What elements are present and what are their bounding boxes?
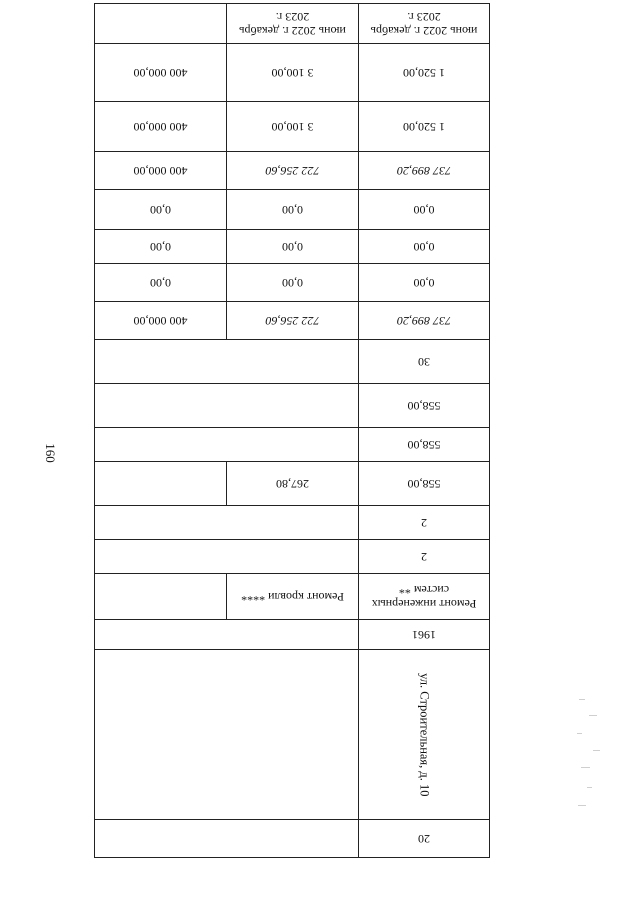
cell-r2-1 — [359, 650, 490, 820]
cell-r15-2: 722 256,60 — [227, 152, 359, 190]
cell-r12-2: 0,00 — [227, 264, 359, 302]
cell-r14-3: 0,00 — [95, 190, 227, 230]
cell-r5-merged — [95, 540, 359, 574]
table-row-r14 — [95, 190, 490, 230]
cell-r2-merged — [95, 650, 359, 820]
cell-r10-merged — [95, 340, 359, 384]
cell-r6-merged — [95, 506, 359, 540]
cell-r14-1: 0,00 — [359, 190, 490, 230]
cell-r17-2: 3 100,00 — [227, 44, 359, 102]
cell-r16-2: 3 100,00 — [227, 102, 359, 152]
cell-r7-2: 267,80 — [227, 462, 359, 506]
cell-r5-1: 2 — [359, 540, 490, 574]
address-text: ул. Строительная, д. 10 — [417, 672, 432, 797]
cell-r3-1: 1961 — [359, 620, 490, 650]
cell-r3-merged — [95, 620, 359, 650]
header-cell-2: июнь 2022 г. декабрь 2023 г. — [227, 4, 359, 44]
cell-r11-3: 400 000,00 — [95, 302, 227, 340]
table-row-r6 — [95, 506, 490, 540]
cell-r10-1: 30 — [359, 340, 490, 384]
cell-r11-1: 737 899,20 — [359, 302, 490, 340]
cell-r13-3: 0,00 — [95, 230, 227, 264]
cell-r7-1: 558,00 — [359, 462, 490, 506]
cell-r16-3: 400 000,00 — [95, 102, 227, 152]
table-row-r17 — [95, 44, 490, 102]
cell-r12-3: 0,00 — [95, 264, 227, 302]
header-cell-3 — [95, 4, 227, 44]
table-row-r4 — [95, 574, 490, 620]
rotated-table-sheet — [94, 10, 490, 858]
table-row-r5 — [95, 540, 490, 574]
table-row-r2 — [95, 650, 490, 820]
cell-r11-2: 722 256,60 — [227, 302, 359, 340]
cell-r1-1: 20 — [359, 820, 490, 858]
cell-r15-1: 737 899,20 — [359, 152, 490, 190]
table-row-r12 — [95, 264, 490, 302]
cell-r9-merged — [95, 384, 359, 428]
table-row-r11 — [95, 302, 490, 340]
table-row-r16 — [95, 102, 490, 152]
cell-r7-3 — [95, 462, 227, 506]
cell-r8-1: 558,00 — [359, 428, 490, 462]
header-cell-1: июнь 2022 г. декабрь 2023 г. — [359, 4, 490, 44]
table-row-r3 — [95, 620, 490, 650]
cell-r1-merged — [95, 820, 359, 858]
table-row-r7 — [95, 462, 490, 506]
cell-r12-1: 0,00 — [359, 264, 490, 302]
cell-r6-1: 2 — [359, 506, 490, 540]
cell-r13-2: 0,00 — [227, 230, 359, 264]
cell-r4-2: Ремонт кровли **** — [227, 574, 359, 620]
header-row — [95, 4, 490, 44]
cell-r15-3: 400 000,00 — [95, 152, 227, 190]
table-row-r13 — [95, 230, 490, 264]
table-row-r1 — [95, 820, 490, 858]
repair-schedule-table — [94, 3, 490, 858]
cell-r13-1: 0,00 — [359, 230, 490, 264]
cell-r17-3: 400 000,00 — [95, 44, 227, 102]
cell-r4-3 — [95, 574, 227, 620]
cell-r4-1: Ремонт инженерных систем ** — [359, 574, 490, 620]
cell-r9-1: 558,00 — [359, 384, 490, 428]
cell-r16-1: 1 520,00 — [359, 102, 490, 152]
cell-r8-merged — [95, 428, 359, 462]
scan-specks — [575, 695, 605, 815]
table-row-r15 — [95, 152, 490, 190]
table-row-r10 — [95, 340, 490, 384]
table-row-r9 — [95, 384, 490, 428]
page-number: 160 — [43, 443, 58, 463]
cell-r14-2: 0,00 — [227, 190, 359, 230]
table-row-r8 — [95, 428, 490, 462]
cell-r17-1: 1 520,00 — [359, 44, 490, 102]
